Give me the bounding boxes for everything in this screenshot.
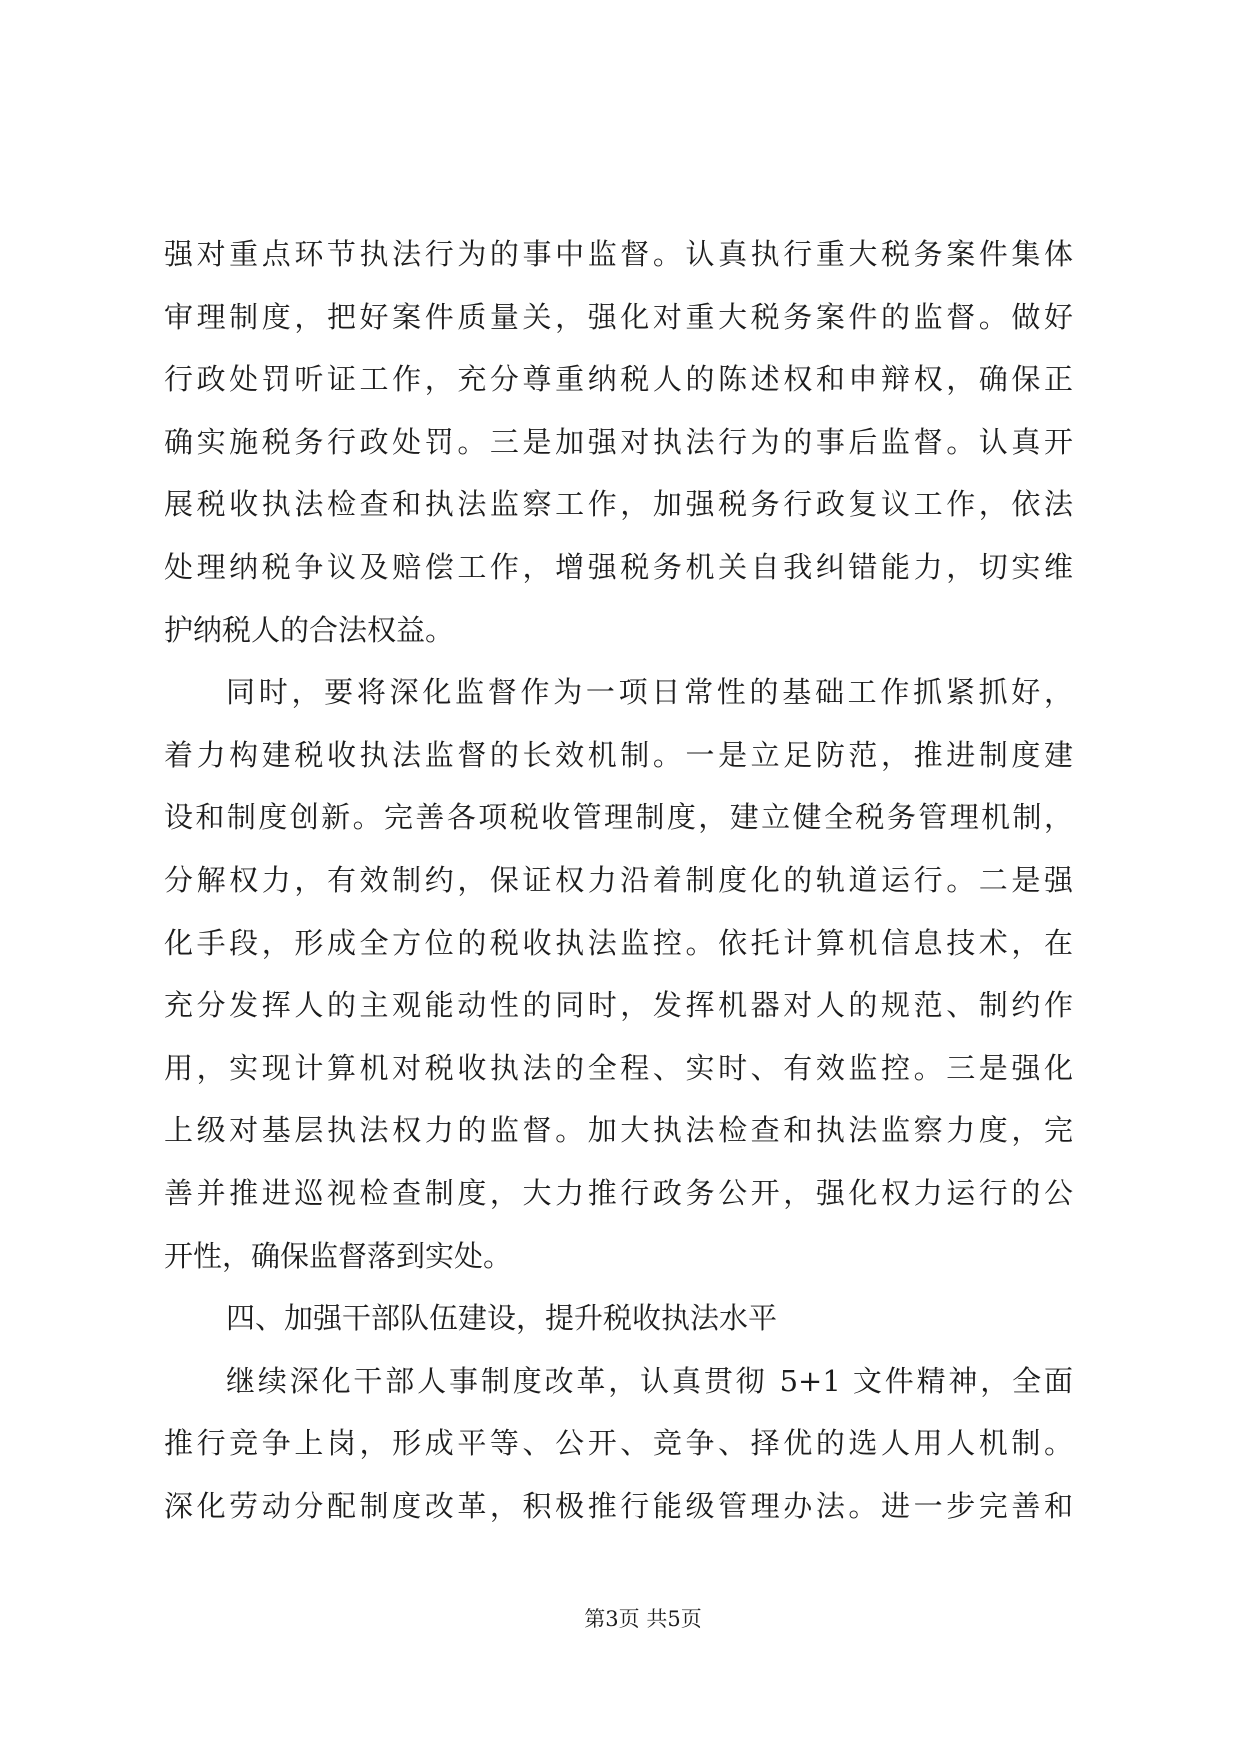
text-line: 处理纳税争议及赔偿工作，增强税务机关自我纠错能力，切实维 xyxy=(164,549,1073,584)
text-line: 善并推进巡视检查制度，大力推行政务公开，强化权力运行的公 xyxy=(164,1175,1073,1210)
section-heading-text: 四、加强干部队伍建设，提升税收执法水平 xyxy=(226,1301,778,1336)
page-number-footer: 第3页 共5页 xyxy=(584,1607,702,1631)
text-line: 同时，要将深化监督作为一项日常性的基础工作抓紧抓好， xyxy=(226,675,1073,710)
text-line: 着力构建税收执法监督的长效机制。一是立足防范，推进制度建 xyxy=(164,737,1073,772)
text-line: 行政处罚听证工作，充分尊重纳税人的陈述权和申辩权，确保正 xyxy=(164,362,1073,397)
text-line: 护纳税人的合法权益。 xyxy=(164,612,455,647)
text-line: 分解权力，有效制约，保证权力沿着制度化的轨道运行。二是强 xyxy=(164,862,1073,897)
text-line: 深化劳动分配制度改革，积极推行能级管理办法。进一步完善和 xyxy=(164,1488,1073,1523)
text-line: 推行竞争上岗，形成平等、公开、竞争、择优的选人用人机制。 xyxy=(164,1426,1073,1461)
paragraph xyxy=(164,223,1073,661)
text-line: 审理制度，把好案件质量关，强化对重大税务案件的监督。做好 xyxy=(164,299,1073,334)
text-line: 开性，确保监督落到实处。 xyxy=(164,1238,513,1273)
section-heading xyxy=(164,1287,1073,1350)
text-line: 充分发挥人的主观能动性的同时，发挥机器对人的规范、制约作 xyxy=(164,988,1073,1023)
text-line: 用，实现计算机对税收执法的全程、实时、有效监控。三是强化 xyxy=(164,1050,1073,1085)
document-body xyxy=(164,223,1073,1537)
paragraph xyxy=(164,1350,1073,1538)
text-line: 强对重点环节执法行为的事中监督。认真执行重大税务案件集体 xyxy=(164,237,1073,271)
text-line: 化手段，形成全方位的税收执法监控。依托计算机信息技术，在 xyxy=(164,925,1073,960)
text-line: 设和制度创新。完善各项税收管理制度，建立健全税务管理机制， xyxy=(164,800,1073,835)
text-line: 上级对基层执法权力的监督。加大执法检查和执法监察力度，完 xyxy=(164,1113,1073,1148)
text-line: 确实施税务行政处罚。三是加强对执法行为的事后监督。认真开 xyxy=(164,424,1073,459)
paragraph xyxy=(164,661,1073,1287)
text-line: 展税收执法检查和执法监察工作，加强税务行政复议工作，依法 xyxy=(164,487,1073,522)
text-line: 继续深化干部人事制度改革，认真贯彻 5+1 文件精神，全面 xyxy=(226,1363,1073,1398)
